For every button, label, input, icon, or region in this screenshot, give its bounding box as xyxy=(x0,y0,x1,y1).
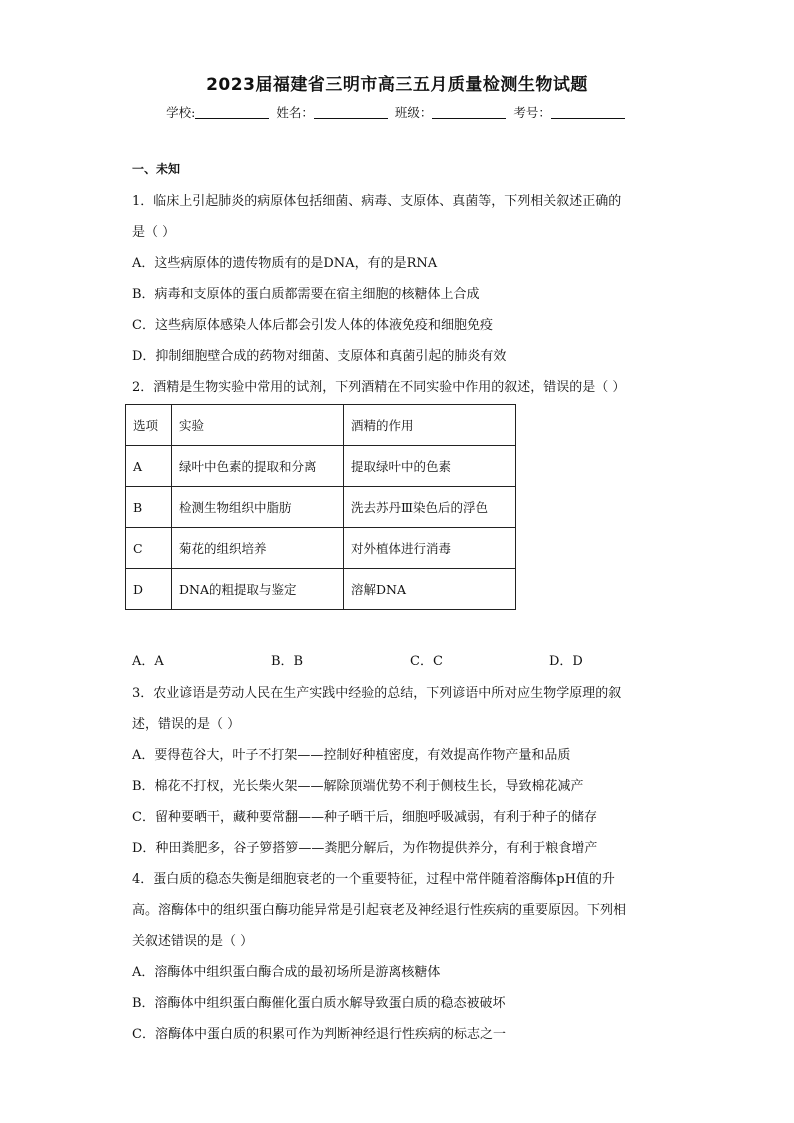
q2-table xyxy=(125,404,516,610)
q4-option-c: C．溶酶体中蛋白质的积累可作为判断神经退行性疾病的标志之一 xyxy=(132,1027,506,1042)
table-row xyxy=(126,446,516,487)
q1-option-d: D．抑制细胞壁合成的药物对细菌、支原体和真菌引起的肺炎有效 xyxy=(132,349,507,364)
q3-stem-line-2: 述，错误的是（ ） xyxy=(132,717,241,732)
q3-option-a: A．要得苞谷大，叶子不打架——控制好种植密度，有效提高作物产量和品质 xyxy=(132,748,571,763)
q1-option-c: C．这些病原体感染人体后都会引发人体的体液免疫和细胞免疫 xyxy=(132,318,493,333)
table-header-cell: 实验 xyxy=(172,405,344,446)
questions-part-2 xyxy=(132,678,672,1050)
table-cell: D xyxy=(126,569,172,610)
table-cell: 溶解DNA xyxy=(344,569,516,610)
class-label: 班级： xyxy=(394,105,433,120)
school-label: 学校: xyxy=(166,105,196,120)
table-row xyxy=(126,528,516,569)
q2-choice-c: C．C xyxy=(410,654,443,669)
q2-choice-d: D．D xyxy=(549,654,583,669)
q2-choice-a: A．A xyxy=(132,654,164,669)
q4-option-b: B．溶酶体中组织蛋白酶催化蛋白质水解导致蛋白质的稳态被破坏 xyxy=(132,996,506,1011)
table-cell: 提取绿叶中的色素 xyxy=(344,446,516,487)
number-label: 考号： xyxy=(513,105,551,120)
questions-part-1 xyxy=(132,160,672,403)
number-blank xyxy=(551,106,625,119)
q3-option-c: C．留种要晒干，藏种要常翻——种子晒干后，细胞呼吸减弱，有利于种子的储存 xyxy=(132,810,597,825)
q4-stem-line-1: 4．蛋白质的稳态失衡是细胞衰老的一个重要特征，过程中常伴随着溶酶体pH值的升 xyxy=(132,872,615,887)
q1-stem-line-2: 是（ ） xyxy=(132,225,176,240)
table-cell: C xyxy=(126,528,172,569)
q4-stem-line-2: 高。溶酶体中的组织蛋白酶功能异常是引起衰老及神经退行性疾病的重要原因。下列相 xyxy=(132,903,627,918)
class-blank xyxy=(432,106,506,119)
q1-option-b: B．病毒和支原体的蛋白质都需要在宿主细胞的核糖体上合成 xyxy=(132,287,480,302)
q3-option-d: D．种田粪肥多，谷子箩搭箩——粪肥分解后，为作物提供养分，有利于粮食增产 xyxy=(132,841,598,856)
table-cell: A xyxy=(126,446,172,487)
q2-choice-b: B．B xyxy=(271,654,304,669)
table-cell: 洗去苏丹Ⅲ染色后的浮色 xyxy=(344,487,516,528)
page-title: 2023届福建省三明市高三五月质量检测生物试题 xyxy=(206,75,588,95)
q2-choices xyxy=(132,646,692,677)
q1-option-a: A．这些病原体的遗传物质有的是DNA，有的是RNA xyxy=(132,256,438,271)
name-blank xyxy=(314,106,388,119)
table-cell: 菊花的组织培养 xyxy=(172,528,344,569)
student-info-row xyxy=(0,103,794,121)
table-header-cell: 酒精的作用 xyxy=(344,405,516,446)
table-cell: B xyxy=(126,487,172,528)
q4-stem-line-3: 关叙述错误的是（ ） xyxy=(132,934,254,949)
table-row xyxy=(126,487,516,528)
q4-option-a: A．溶酶体中组织蛋白酶合成的最初场所是游离核糖体 xyxy=(132,965,441,980)
table-cell: 对外植体进行消毒 xyxy=(344,528,516,569)
table-header-cell: 选项 xyxy=(126,405,172,446)
q2-stem: 2．酒精是生物实验中常用的试剂，下列酒精在不同实验中作用的叙述，错误的是（ ） xyxy=(132,380,626,395)
name-label: 姓名： xyxy=(276,105,314,120)
q3-stem-line-1: 3．农业谚语是劳动人民在生产实践中经验的总结，下列谚语中所对应生物学原理的叙 xyxy=(132,686,622,701)
table-cell: 检测生物组织中脂肪 xyxy=(172,487,344,528)
section-heading: 一、未知 xyxy=(132,162,181,176)
table-header-row xyxy=(126,405,516,446)
school-blank xyxy=(195,106,269,119)
table-cell: DNA的粗提取与鉴定 xyxy=(172,569,344,610)
table-row xyxy=(126,569,516,610)
q1-stem-line-1: 1．临床上引起肺炎的病原体包括细菌、病毒、支原体、真菌等，下列相关叙述正确的 xyxy=(132,194,622,209)
table-cell: 绿叶中色素的提取和分离 xyxy=(172,446,344,487)
q3-option-b: B．棉花不打杈，光长柴火架——解除顶端优势不利于侧枝生长，导致棉花减产 xyxy=(132,779,584,794)
